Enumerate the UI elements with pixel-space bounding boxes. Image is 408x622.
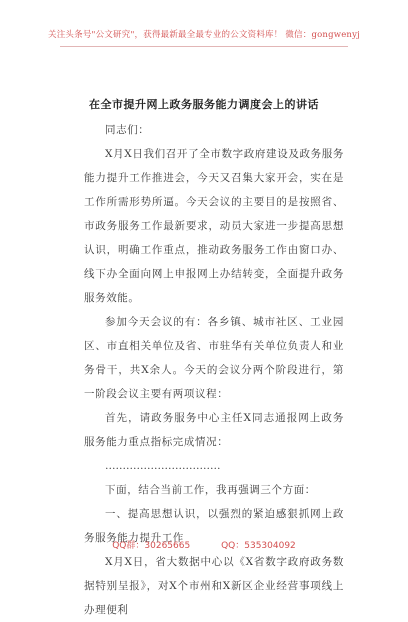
header-divider [60,46,348,47]
footer-contact [0,538,408,551]
paragraph: X月X日，省大数据中心以《X省数字政府政务数据特别呈报》，对X个市州和X新区企业经营事项线上办理便利 [84,556,344,616]
footer-qq-number: QQ：535304092 [221,541,296,551]
paragraph: X月X日我们召开了全市数字政府建设及政务服务能力提升工作推进会，今天又召集大家开会，实在是工作所需形势所逼。今天会议的主要目的是按照省、市政务服务工作最新要求，动员大家进一步提高思想认识，明确工作重点，推动政务服务工作由窗口办、线下办全面向网上申报网上办结转变，全面提升政务服务效能。 [84,148,344,304]
header-promo-note: 关注头条号"公文研究"，获得最新最全最专业的公文资料库！ 微信：gongwenyj [48,30,360,40]
paragraph: 参加今天会议的有：各乡镇、城市社区、工业园区、市直相关单位及省、市驻华有关单位负责人和业务骨干，共X余人。今天的会议分两个阶段进行，第一阶段会议主要有两项议程： [84,316,344,400]
salutation: 同志们： [105,124,150,136]
document-title: 在全市提升网上政务服务能力调度会上的讲话 [89,98,319,111]
paragraph: 下面，结合当前工作，我再强调三个方面： [105,484,316,496]
section-heading: 一、提高思想认识，以强烈的紧迫感狠抓网上政务服务能力提升工作 [84,508,344,544]
footer-qq-group: QQ群：30265665 [112,541,191,551]
paragraph: 首先，请政务服务中心主任X同志通报网上政务服务能力重点指标完成情况： [84,412,344,448]
ellipsis-placeholder: …………………………… [105,460,221,472]
